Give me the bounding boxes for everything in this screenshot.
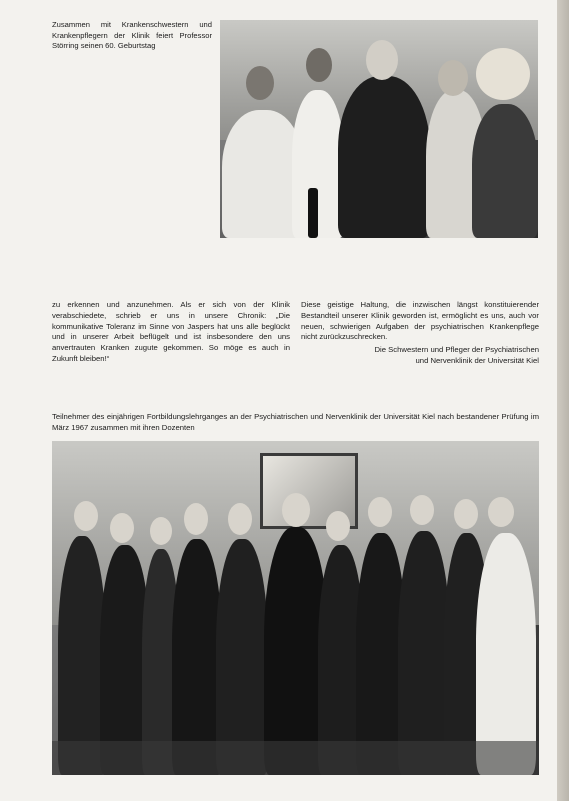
photo-face: [74, 501, 98, 531]
photo-birthday-celebration: [220, 20, 538, 238]
photo-face: [410, 495, 434, 525]
photo-figure: [58, 536, 106, 775]
photo-figure: [472, 104, 538, 238]
photo-face: [184, 503, 208, 535]
photo-group-portrait: [52, 441, 539, 775]
photo-figure: [398, 531, 450, 775]
photo-floor: [52, 741, 539, 775]
page-edge: [557, 0, 569, 801]
photo-face: [228, 503, 252, 535]
photo-face: [110, 513, 134, 543]
photo-face: [246, 66, 274, 100]
photo-face: [366, 40, 398, 80]
photo-bottle: [308, 188, 318, 238]
photo-caption-group: Teilnehmer des einjährigen Fortbildungslehrganges an der Psychiatrischen und Nervenklinik der Universität Kiel nach bestandener Prüfung im März 1967 zusammen mit ihren Dozenten: [52, 412, 539, 432]
signature-line: und Nervenklinik der Universität Kiel: [415, 355, 539, 365]
photo-face: [326, 511, 350, 541]
photo-face: [306, 48, 332, 82]
signature-line: Die Schwestern und Pfleger der Psychiatrischen: [374, 345, 539, 355]
photo-face: [488, 497, 514, 527]
photo-figure: [292, 90, 344, 238]
photo-figure: [476, 533, 536, 775]
photo-face: [282, 493, 310, 527]
photo-figure: [172, 539, 222, 775]
photo-face: [454, 499, 478, 529]
photo-face: [150, 517, 172, 545]
text-column-right-body: Diese geistige Haltung, die inzwischen längst konstituierender Bestandteil unserer Klinik geworden ist, ermöglicht es uns, auch vor neuen, schwierigen Aufgaben der psychiatrischen Krankenpflege nicht zurückzuschrecken.: [301, 300, 539, 342]
signature-block: [301, 345, 539, 367]
text-column-left: zu erkennen und anzunehmen. Als er sich von der Klinik verabschiedete, schrieb er uns in unsere Chronik: „Die kommunikative Toleranz im Sinne von Jaspers hat uns alle beglückt und in unserer Arbeit beflügelt und ist insbesondere den uns anvertrauten Kranken zugute gekommen. So möge es auch in Zukunft bleiben!“: [52, 300, 290, 363]
photo-figure: [216, 539, 268, 775]
photo-face: [438, 60, 468, 96]
photo-figure: [338, 76, 430, 238]
photo-face: [368, 497, 392, 527]
photo-face: [476, 48, 530, 100]
photo-caption-top: Zusammen mit Krankenschwestern und Krankenpflegern der Klinik feiert Professor Störring seinen 60. Geburtstag: [52, 20, 212, 51]
text-column-right: [301, 300, 539, 367]
